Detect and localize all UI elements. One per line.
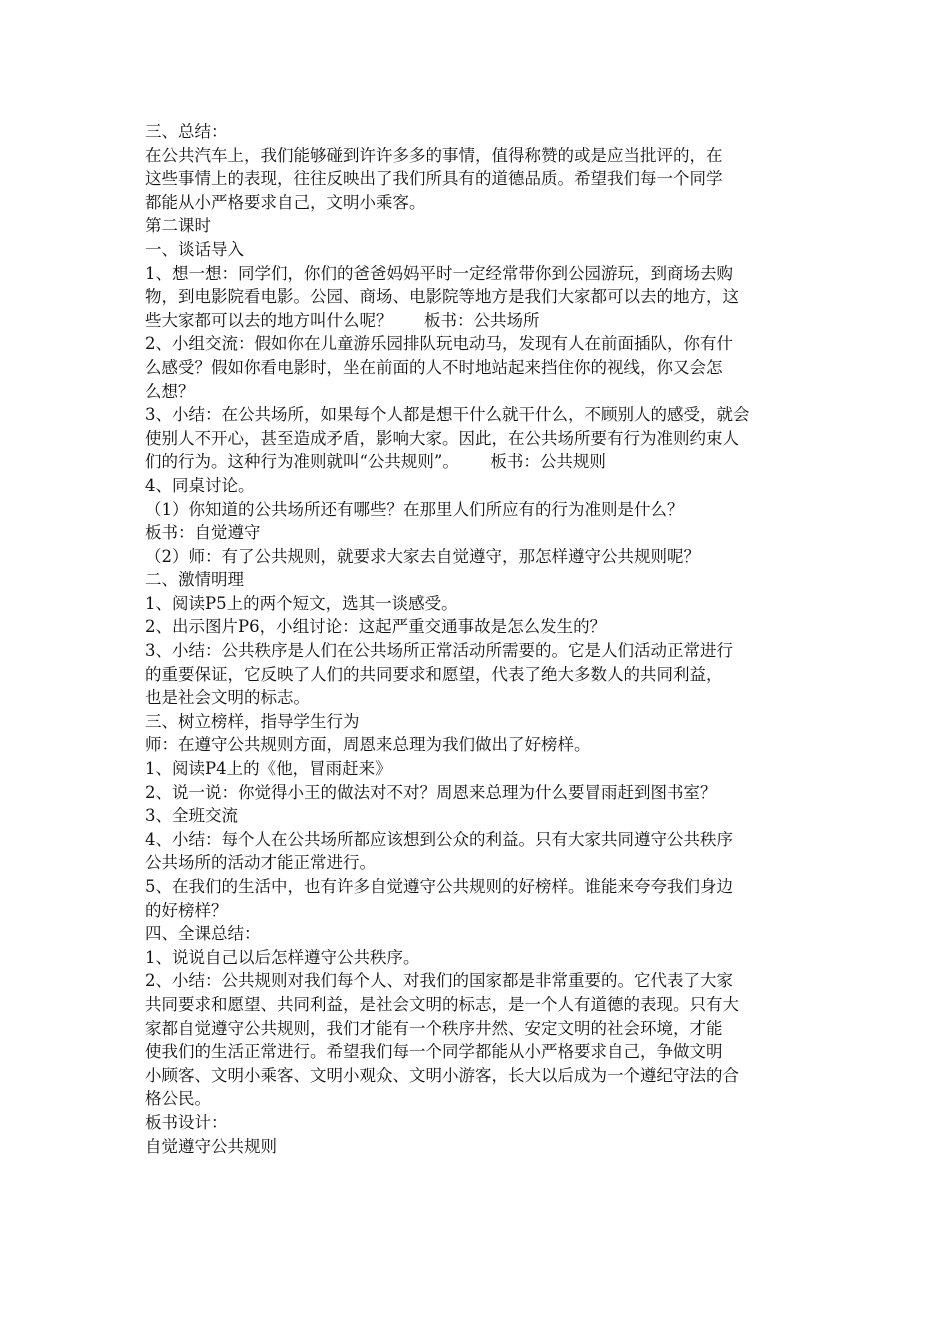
text-line: 1、想一想：同学们，你们的爸爸妈妈平时一定经常带你到公园游玩，到商场去购 xyxy=(145,263,733,283)
text-line: 3、小结：公共秩序是人们在公共场所正常活动所需要的。它是人们活动正常进行 xyxy=(145,641,733,661)
text-line: 二、激情明理 xyxy=(145,570,244,590)
text-line: 自觉遵守公共规则 xyxy=(145,1136,277,1156)
text-line: 这些事情上的表现，往往反映出了我们所具有的道德品质。希望我们每一个同学 xyxy=(145,169,723,189)
text-line: 公共场所的活动才能正常进行。 xyxy=(145,853,376,873)
text-line: 板书：自觉遵守 xyxy=(145,523,261,543)
text-line: 1、说说自己以后怎样遵守公共秩序。 xyxy=(145,947,420,967)
text-line: 的重要保证，它反映了人们的共同要求和愿望，代表了绝大多数人的共同利益， xyxy=(145,664,723,684)
text-line: 4、小结：每个人在公共场所都应该想到公众的利益。只有大家共同遵守公共秩序 xyxy=(145,829,733,849)
text-line: 师：在遵守公共规则方面，周恩来总理为我们做出了好榜样。 xyxy=(145,735,591,755)
text-line: 2、说一说：你觉得小王的做法对不对？周恩来总理为什么要冒雨赶到图书室？ xyxy=(145,782,717,802)
text-line: 格公民。 xyxy=(145,1089,211,1109)
text-line: 4、同桌讨论。 xyxy=(145,475,255,495)
text-line: 3、全班交流 xyxy=(145,806,238,826)
text-line: 5、在我们的生活中，也有许多自觉遵守公共规则的好榜样。谁能来夸夸我们身边 xyxy=(145,877,733,896)
text-line: 使别人不开心，甚至造成矛盾，影响大家。因此，在公共场所要有行为准则约束人 xyxy=(145,428,739,448)
text-line: 三、树立榜样，指导学生行为 xyxy=(145,711,360,731)
text-line: 2、小组交流：假如你在儿童游乐园排队玩电动马，发现有人在前面插队，你有什 xyxy=(145,334,733,354)
text-line: 们的行为。这种行为准则就叫“公共规则”。 板书：公共规则 xyxy=(145,452,606,472)
text-line: 么想？ xyxy=(145,381,195,401)
text-line: 第二课时 xyxy=(145,216,211,236)
text-line: 2、小结：公共规则对我们每个人、对我们的国家都是非常重要的。它代表了大家 xyxy=(145,971,733,991)
text-line: 些大家都可以去的地方叫什么呢？ 板书：公共场所 xyxy=(145,310,540,330)
text-line: 1、阅读P5上的两个短文，选其一谈感受。 xyxy=(145,593,458,613)
text-line: 3、小结：在公共场所，如果每个人都是想干什么就干什么，不顾别人的感受，就会 xyxy=(145,405,750,425)
document-body xyxy=(145,120,810,1158)
text-line: 的好榜样？ xyxy=(145,900,228,920)
text-line: 物，到电影院看电影。公园、商场、电影院等地方是我们大家都可以去的地方，这 xyxy=(145,287,739,307)
text-line: 一、谈话导入 xyxy=(145,239,244,259)
text-line: （2）师：有了公共规则，就要求大家去自觉遵守，那怎样遵守公共规则呢？ xyxy=(145,546,700,566)
text-line: 使我们的生活正常进行。希望我们每一个同学都能从小严格要求自己，争做文明 xyxy=(145,1042,723,1062)
text-line: 小顾客、文明小乘客、文明小观众、文明小游客，长大以后成为一个遵纪守法的合 xyxy=(145,1065,739,1085)
text-line: 在公共汽车上，我们能够碰到许许多多的事情，值得称赞的或是应当批评的，在 xyxy=(145,145,723,165)
text-line: 四、全课总结： xyxy=(145,924,261,944)
text-line: 共同要求和愿望、共同利益，是社会文明的标志，是一个人有道德的表现。只有大 xyxy=(145,994,739,1014)
text-line: 么感受？假如你看电影时，坐在前面的人不时地站起来挡住你的视线，你又会怎 xyxy=(145,357,723,377)
text-line: 三、总结： xyxy=(145,122,228,141)
text-line: （1）你知道的公共场所还有哪些？在那里人们所应有的行为准则是什么？ xyxy=(145,499,684,519)
text-line: 家都自觉遵守公共规则，我们才能有一个秩序井然、安定文明的社会环境，才能 xyxy=(145,1018,723,1038)
text-line: 都能从小严格要求自己，文明小乘客。 xyxy=(145,192,426,212)
text-line: 也是社会文明的标志。 xyxy=(145,688,310,708)
text-line: 2、出示图片P6，小组讨论：这起严重交通事故是怎么发生的？ xyxy=(145,617,607,637)
text-line: 板书设计： xyxy=(145,1112,228,1132)
text-line: 1、阅读P4上的《他，冒雨赶来》 xyxy=(145,759,392,779)
